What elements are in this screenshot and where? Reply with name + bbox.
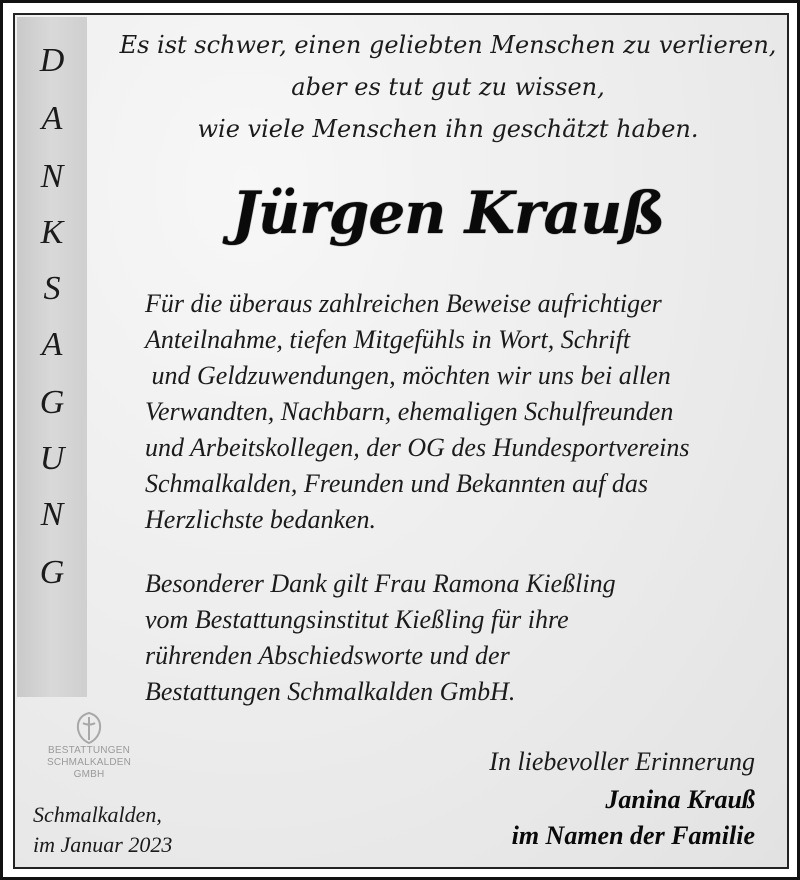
side-heading-letter: A [41, 100, 63, 137]
motto-line: Es ist schwer, einen geliebten Menschen zu verlieren, [119, 31, 777, 59]
paragraph-line: Schmalkalden, Freunden und Bekannten auf das [145, 469, 649, 498]
paragraph-line: Für die überaus zahlreichen Beweise aufrichtiger [145, 289, 662, 318]
signature-closing: In liebevoller Erinnerung [489, 747, 755, 776]
signature-family: im Namen der Familie [511, 821, 755, 850]
logo-text-line: SCHMALKALDEN [46, 757, 132, 768]
deceased-name: Jürgen Krauß [231, 179, 665, 247]
paragraph-line: Verwandten, Nachbarn, ehemaligen Schulfreunden [145, 397, 674, 426]
paragraph-line: Herzlichste bedanken. [145, 505, 377, 534]
side-heading-letter: A [41, 326, 63, 363]
side-heading-letter: N [40, 158, 64, 195]
signature-name: Janina Krauß [605, 785, 755, 814]
side-heading-letter: U [39, 440, 65, 477]
funeral-home-emblem-icon [74, 711, 104, 745]
motto-line: wie viele Menschen ihn geschätzt haben. [197, 115, 699, 143]
side-heading-letter: N [40, 496, 64, 533]
paragraph-line: und Arbeitskollegen, der OG des Hundesportvereins [145, 433, 690, 462]
side-heading-letter: D [39, 42, 65, 79]
funeral-home-logo [39, 711, 139, 781]
date-line: im Januar 2023 [33, 832, 173, 857]
logo-text-line: BESTATTUNGEN [47, 745, 131, 756]
logo-text-line: GMBH [73, 769, 105, 780]
paragraph-line: und Geldzuwendungen, möchten wir uns bei allen [145, 361, 671, 390]
paragraph-line: Anteilnahme, tiefen Mitgefühls in Wort, Schrift [145, 325, 631, 354]
paragraph-line: rührenden Abschiedsworte und der [145, 641, 510, 670]
place-line: Schmalkalden, [33, 802, 162, 827]
motto-line: aber es tut gut zu wissen, [291, 73, 605, 101]
side-heading-letter: G [39, 384, 65, 421]
paragraph-line: Bestattungen Schmalkalden GmbH. [145, 677, 516, 706]
paragraph-line: Besonderer Dank gilt Frau Ramona Kießling [145, 569, 616, 598]
side-heading-letter: K [40, 214, 64, 251]
paragraph-line: vom Bestattungsinstitut Kießling für ihre [145, 605, 569, 634]
side-heading-letter: S [43, 270, 61, 307]
side-heading-letter: G [39, 554, 65, 591]
